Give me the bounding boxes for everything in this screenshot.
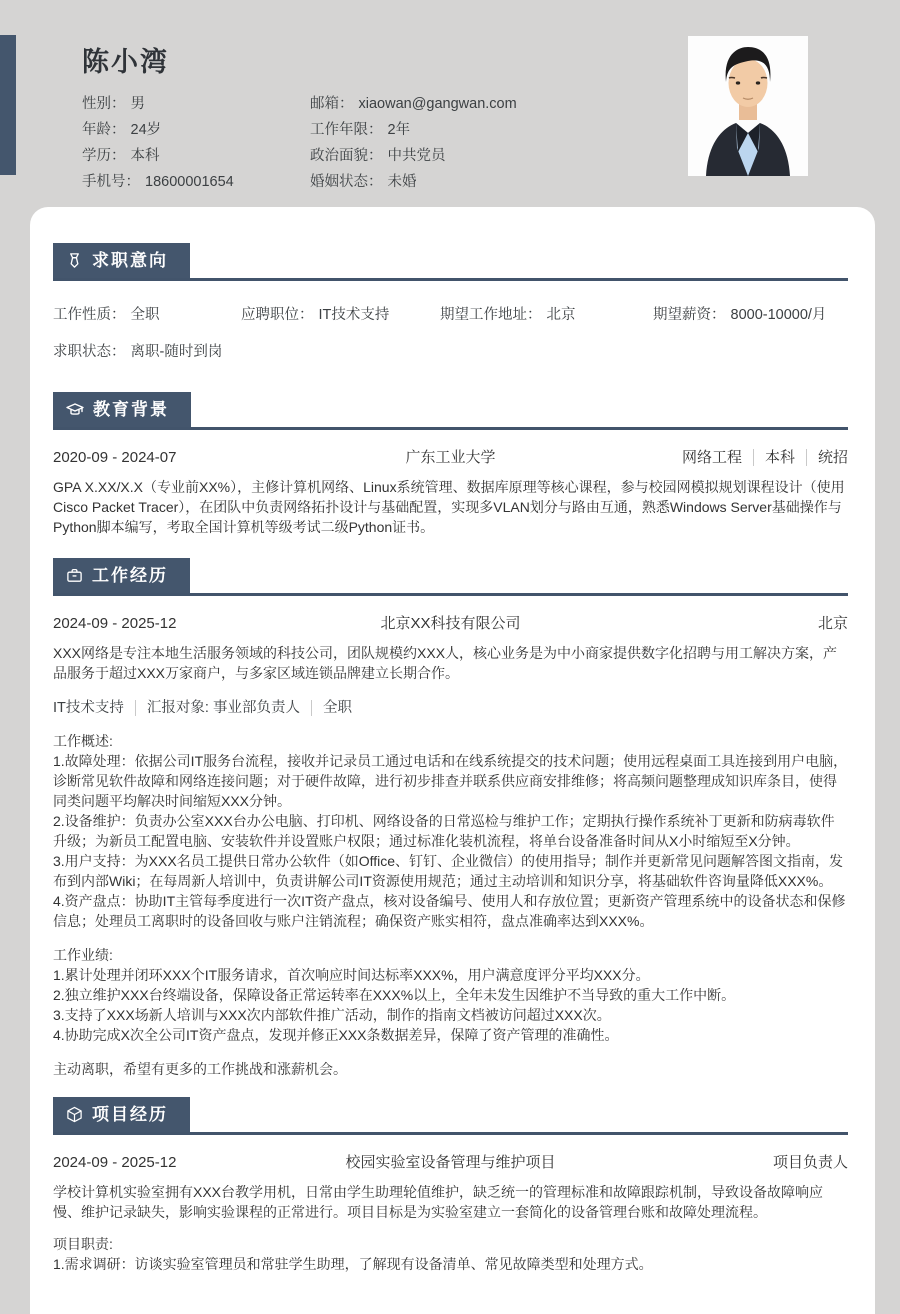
section-header-rule: [53, 558, 848, 596]
info-email: 邮箱： xiaowan@gangwan.com: [310, 96, 517, 112]
work-row: [53, 612, 848, 633]
work-achievement: 3.支持了XXX场新人培训与XXX次内部软件推广活动，制作的指南文档被访问超过XXX次。: [53, 1007, 611, 1023]
section-header-rule: [53, 243, 848, 281]
section-title: 求职意向: [92, 251, 168, 270]
candidate-name: 陈小湾: [82, 47, 169, 77]
section-header-rule: [53, 392, 848, 430]
work-period: 2024-09 - 2025-12: [53, 615, 177, 632]
education-school: 广东工业大学: [405, 449, 496, 466]
work-achievement: 2.独立维护XXX台终端设备，保障设备正常运转率在XXX%以上，全年未发生因维护不当导致的重大工作中断。: [53, 987, 736, 1003]
info-age: 年龄： 24岁: [82, 122, 162, 138]
section-job-intention: [53, 243, 848, 361]
section-title: 工作经历: [92, 566, 168, 585]
field-target-position: 应聘职位： IT技术支持: [241, 307, 390, 323]
education-meta: [633, 446, 848, 467]
section-project-experience: [53, 1097, 848, 1274]
work-achievement: 4.协助完成X次全公司IT资产盘点，发现并修正XXX条数据差异，保障了资产管理的准确性。: [53, 1027, 619, 1043]
position-row: [53, 696, 848, 717]
education-major: 网络工程: [681, 449, 742, 466]
project-role: 项目负责人: [772, 1154, 848, 1171]
cube-icon: [66, 1106, 83, 1123]
section-header-rule: [53, 1097, 848, 1135]
company-intro: XXX网络是专注本地生活服务领域的科技公司，团队规模约XXX人，核心业务是为中小商家提供数字化招聘与用工解决方案，产品服务于超过XXX万家商户，与多家区域连锁品牌建立长期合作。: [53, 645, 838, 681]
work-overview-label: 工作概述:: [53, 733, 113, 749]
leave-reason: 主动离职，希望有更多的工作挑战和涨薪机会。: [53, 1061, 347, 1077]
info-work-years: 工作年限： 2年: [310, 122, 411, 138]
graduation-cap-icon: [66, 401, 84, 419]
section-badge: [53, 243, 190, 278]
section-badge: [53, 558, 190, 593]
work-duty: 1.故障处理：依据公司IT服务台流程，接收并记录员工通过电话和在线系统提交的技术问题；使用远程桌面工具连接到用户电脑，诊断常见软件故障和网络连接问题；对于硬件故障，进行初步排查并联系供应商安排维修；将高频问题整理成知识库条目，使得同类问题平均解决时间缩短XXX分钟。: [53, 753, 848, 809]
work-duty: 2.设备维护：负责办公室XXX台办公电脑、打印机、网络设备的日常巡检与维护工作；定期执行操作系统补丁更新和防病毒软件升级；为新员工配置电脑、安装软件并设置账户权限；通过标准化装机流程，将单台设备准备时间从X小时缩短至X分钟。: [53, 813, 835, 849]
work-achievements-label: 工作业绩:: [53, 947, 113, 963]
section-title: 教育背景: [93, 400, 169, 419]
education-row: [53, 446, 848, 467]
section-work-experience: [53, 558, 848, 1079]
field-target-city: 期望工作地址： 北京: [440, 307, 576, 323]
resume-header: [0, 0, 900, 207]
section-title: 项目经历: [92, 1105, 168, 1124]
field-work-nature: 工作性质： 全职: [53, 307, 160, 323]
section-badge: [53, 1097, 190, 1132]
info-gender: 性别： 男: [82, 96, 145, 112]
education-degree: 本科: [753, 449, 795, 466]
info-phone: 手机号： 18600001654: [82, 174, 234, 190]
accent-bar: [0, 35, 16, 175]
work-report-to: 汇报对象: 事业部负责人: [135, 700, 300, 716]
project-name: 校园实验室设备管理与维护项目: [345, 1154, 556, 1171]
section-education: [53, 392, 848, 537]
info-education: 学历： 本科: [82, 148, 160, 164]
info-marital-status: 婚姻状态： 未婚: [310, 174, 417, 190]
work-achievement: 1.累计处理并闭环XXX个IT服务请求，首次响应时间达标率XXX%，用户满意度评分平均XXX分。: [53, 967, 650, 983]
job-intention-row: [53, 303, 848, 324]
tie-icon: [66, 252, 83, 269]
work-duty: 3.用户支持：为XXX名员工提供日常办公软件（如Office、钉钉、企业微信）的使用指导；制作并更新常见问题解答图文指南，发布到内部Wiki；在每周新人培训中，负责讲解公司IT资源使用规范；通过主动培训和知识分享，将基础软件咨询量降低XXX%。: [53, 853, 843, 889]
project-period: 2024-09 - 2025-12: [53, 1154, 177, 1171]
project-row: [53, 1151, 848, 1172]
project-duties-label: 项目职责:: [53, 1236, 113, 1252]
education-period: 2020-09 - 2024-07: [53, 449, 177, 466]
work-company: 北京XX科技有限公司: [380, 615, 521, 632]
work-job-type: 全职: [311, 700, 352, 716]
personal-info-grid: [82, 96, 672, 191]
info-political-status: 政治面貌： 中共党员: [310, 148, 446, 164]
section-badge: [53, 392, 191, 427]
work-duty: 4.资产盘点：协助IT主管每季度进行一次IT资产盘点，核对设备编号、使用人和存放位置；更新资产管理系统中的设备状态和保修信息；处理员工离职时的设备回收与账户注销流程；确保资产账实相符，盘点准确率达到XXX%。: [53, 893, 846, 929]
briefcase-icon: [66, 567, 83, 584]
field-job-status: 求职状态： 离职-随时到岗: [53, 344, 223, 360]
education-description: GPA X.XX/X.X（专业前XX%），主修计算机网络、Linux系统管理、数据库原理等核心课程，参与校园网模拟规划课程设计（使用Cisco Packet Tracer），在团队中负责网络拓扑设计与基础配置，实现多VLAN划分与路由互通，熟悉Windows Server基础操作与Python脚本编写，考取全国计算机等级考试二级Python证书。: [53, 479, 845, 535]
project-duty: 1.需求调研：访谈实验室管理员和常驻学生助理，了解现有设备清单、常见故障类型和处理方式。: [53, 1256, 653, 1272]
education-type: 统招: [806, 449, 848, 466]
work-position: IT技术支持: [53, 700, 124, 716]
id-photo: [688, 36, 808, 176]
field-expected-salary: 期望薪资： 8000-10000/月: [653, 307, 827, 323]
resume-card: [30, 207, 875, 1314]
work-city: 北京: [817, 615, 848, 632]
project-background: 学校计算机实验室拥有XXX台教学用机，日常由学生助理轮值维护，缺乏统一的管理标准和故障跟踪机制，导致设备故障响应慢、维护记录缺失，影响实验课程的正常进行。项目目标是为实验室建立一套简化的设备管理台账和故障处理流程。: [53, 1184, 824, 1220]
